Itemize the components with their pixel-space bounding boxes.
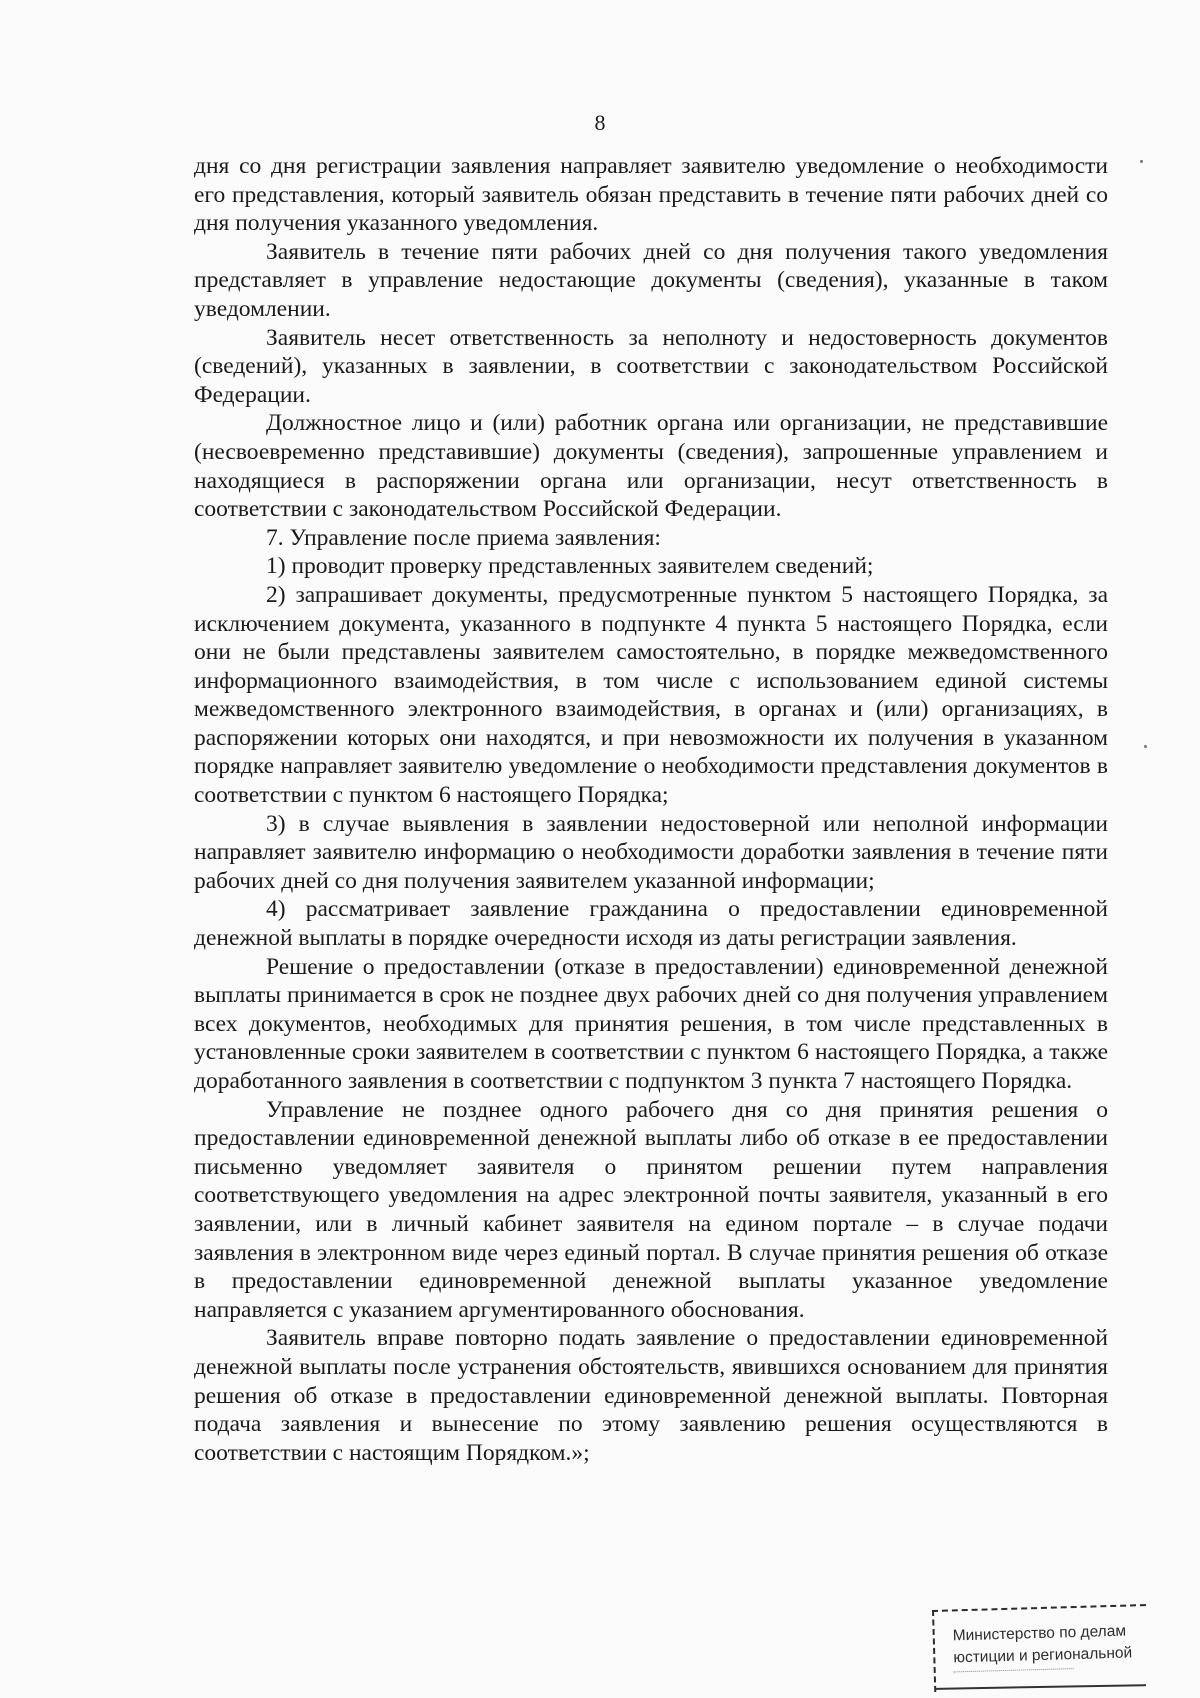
paragraph: Управление не позднее одного рабочего дня со дня принятия решения о предоставлении единовременной денежной выплаты либо об отказе в ее предоставлении письменно уведомляет заявителя о принятом решении путем направления соответствующего уведомления на адрес электронной почты заявителя, указанный в его заявлении, или в личный кабинет заявителя на едином портале – в случае подачи заявления в электронном виде через единый портал. В случае принятия решения об отказе в предоставлении единовременной денежной выплаты указанное уведомление направляется с указанием аргументированного обоснования. <box>194 1096 1108 1323</box>
paragraph: Заявитель в течение пяти рабочих дней со дня получения такого уведомления представляет в управление недостающие документы (сведения), указанные в таком уведомлении. <box>194 238 1108 322</box>
paragraph: 7. Управление после приема заявления: <box>266 524 661 551</box>
paragraph: Решение о предоставлении (отказе в предоставлении) единовременной денежной выплаты принимается в срок не позднее двух рабочих дней со дня получения управлением всех документов, необходимых для принятия решения, в том числе представленных в установленные сроки заявителем в соответствии с пунктом 6 настоящего Порядка, а также доработанного заявления в соответствии с подпунктом 3 пункта 7 настоящего Порядка. <box>194 953 1108 1094</box>
paragraph: Заявитель несет ответственность за неполноту и недостоверность документов (сведений), указанных в заявлении, в соответствии с законодательством Российской Федерации. <box>194 324 1108 408</box>
paragraph: 1) проводит проверку представленных заявителем сведений; <box>266 553 874 580</box>
ministry-stamp <box>932 1604 1148 1692</box>
paragraph: Должностное лицо и (или) работник органа или организации, не представившие (несвоевременно представившие) документы (сведения), запрошенные управлением и находящиеся в распоряжении органа или организации, несут ответственность в соответствии с законодательством Российской Федерации. <box>194 410 1108 523</box>
stamp-line-1: Министерство по делам <box>952 1622 1127 1645</box>
scan-speck <box>1140 160 1143 163</box>
paragraph: Заявитель вправе повторно подать заявление о предоставлении единовременной денежной выплаты после устранения обстоятельств, явившихся основанием для принятия решения об отказе в предоставлении единовременной денежной выплаты. Повторная подача заявления и вынесение по этому заявлению решения осуществляются в соответствии с настоящим Порядком.»; <box>194 1325 1108 1466</box>
paragraph: 3) в случае выявления в заявлении недостоверной или неполной информации направляет заявителю информацию о необходимости доработки заявления в течение пяти рабочих дней со дня получения заявителем указанной информации; <box>194 810 1108 894</box>
page-number: 8 <box>594 110 606 135</box>
document-body <box>194 152 1108 1467</box>
scan-speck <box>1144 745 1147 748</box>
stamp-line-2: юстиции и региональной <box>953 1644 1133 1667</box>
stamp-smudge <box>954 1668 1074 1676</box>
paragraph: 4) рассматривает заявление гражданина о предоставлении единовременной денежной выплаты в порядке очередности исходя из даты регистрации заявления. <box>194 896 1108 952</box>
paragraph: 2) запрашивает документы, предусмотренные пунктом 5 настоящего Порядка, за исключением документа, указанного в подпункте 4 пункта 5 настоящего Порядка, если они не были представлены заявителем самостоятельно, в порядке межведомственного информационного взаимодействия, в том числе с использованием единой системы межведомственного электронного взаимодействия, в органах и (или) организациях, в распоряжении которых они находятся, и при невозможности их получения в указанном порядке направляет заявителю уведомление о необходимости представления документов в соответствии с пунктом 6 настоящего Порядка; <box>194 581 1108 809</box>
paragraph: дня со дня регистрации заявления направляет заявителю уведомление о необходимости его представления, который заявитель обязан представить в течение пяти рабочих дней со дня получения указанного уведомления. <box>194 153 1108 237</box>
